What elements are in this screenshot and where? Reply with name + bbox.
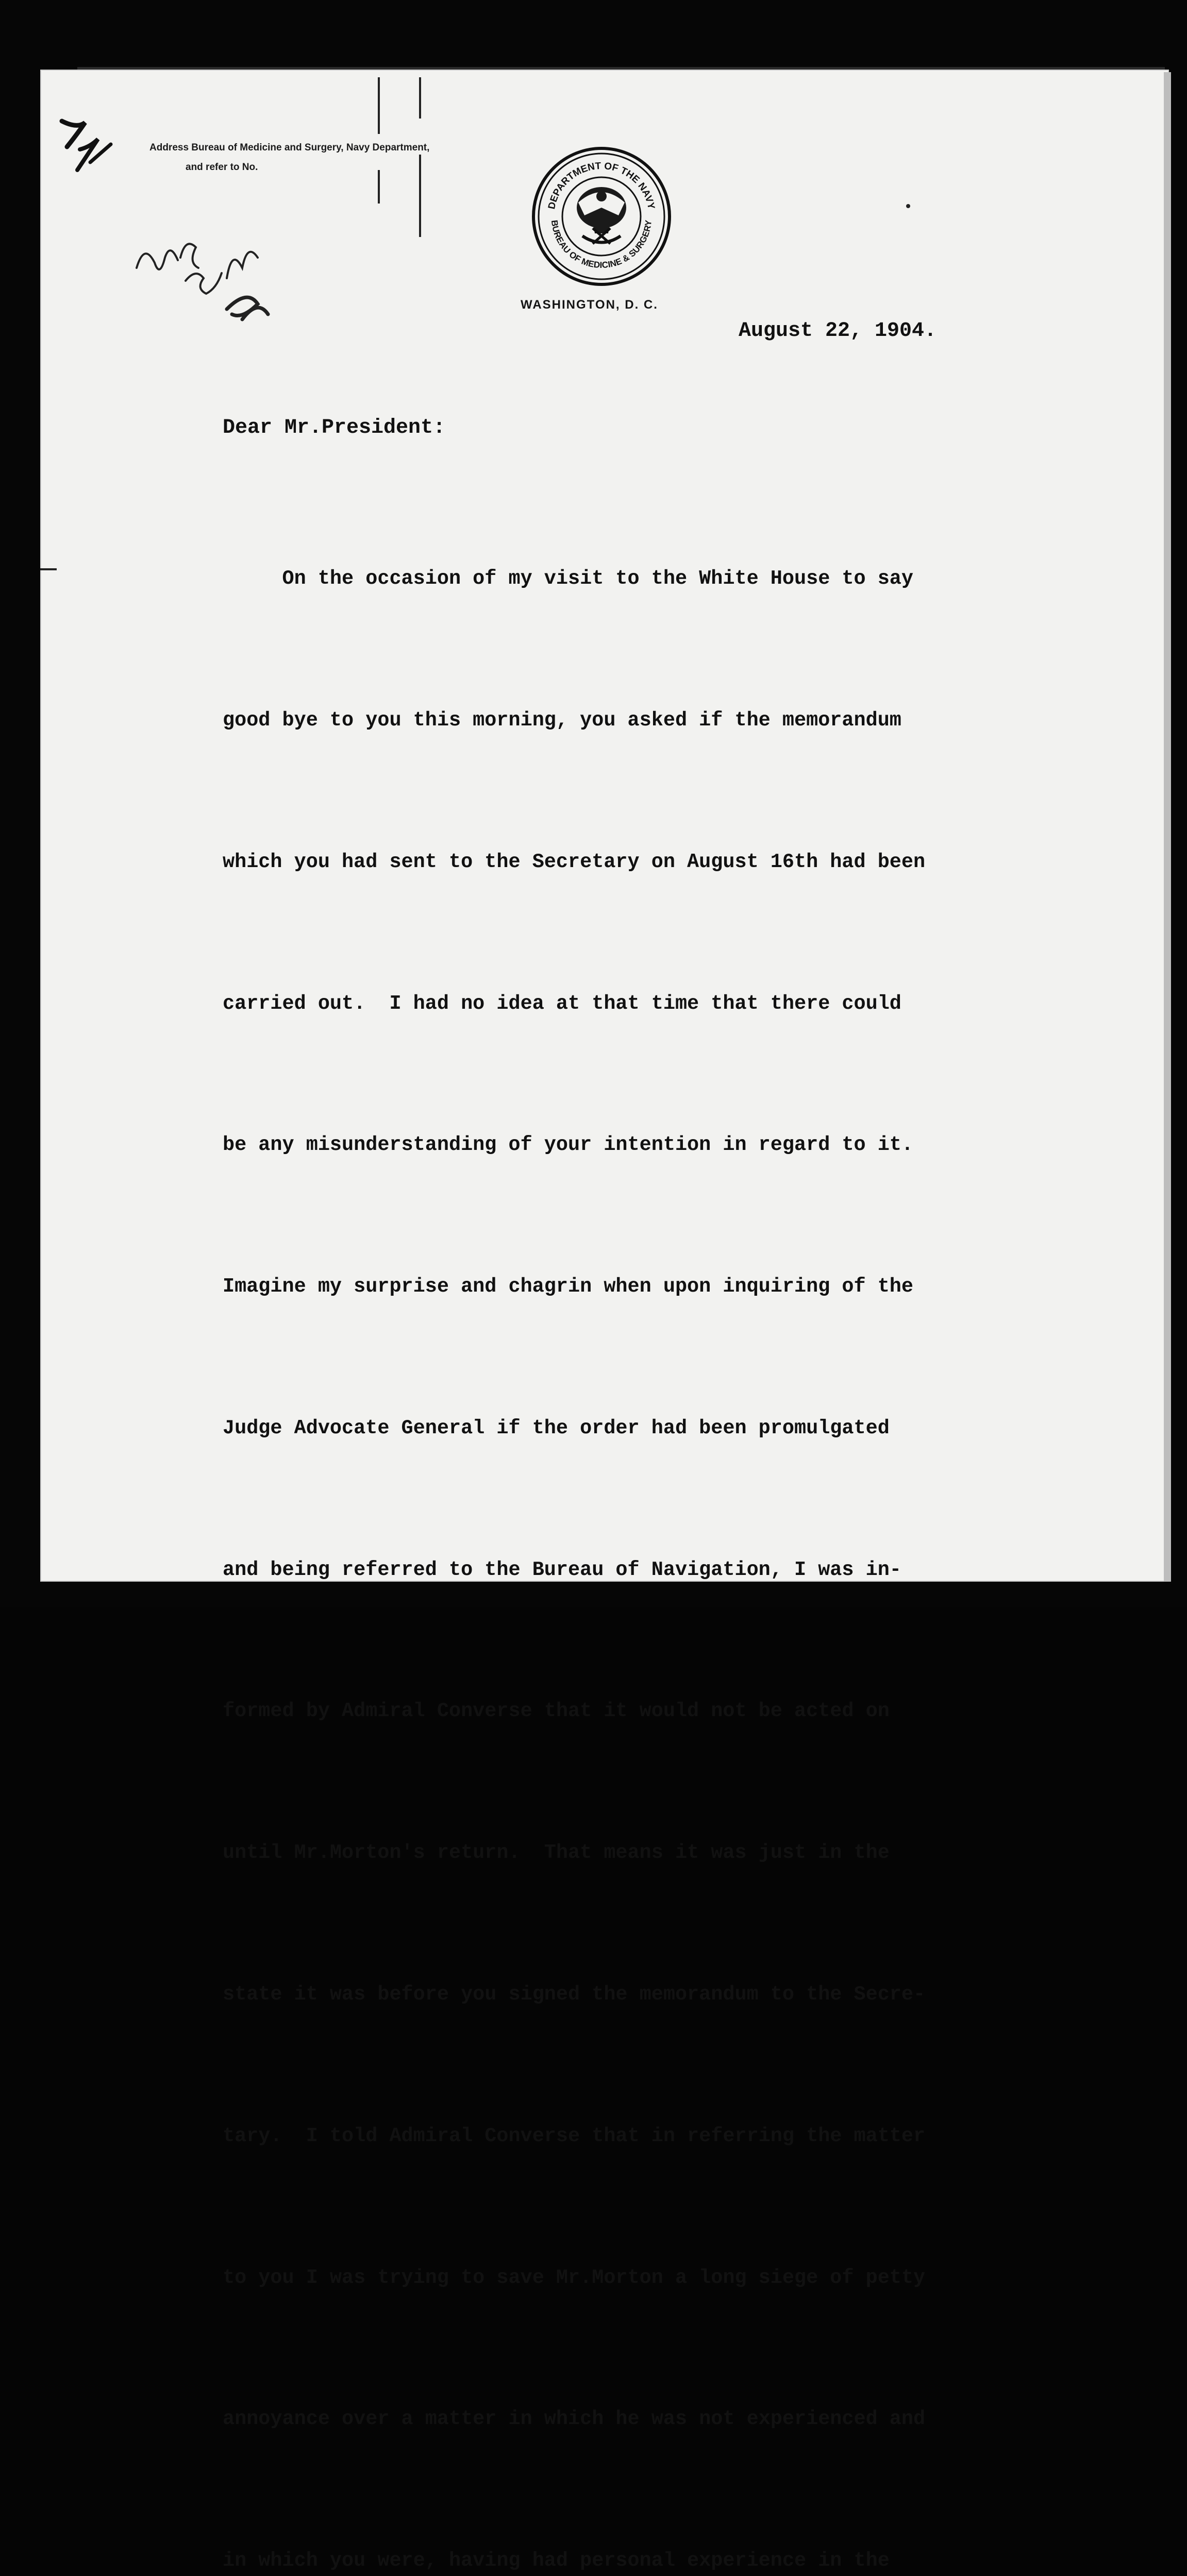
letterhead-line-1: Address Bureau of Medicine and Surgery, Navy Department, — [149, 142, 430, 153]
body-line: annoyance over a matter in which he was not experienced and — [223, 2408, 926, 2431]
fold-marks — [40, 77, 420, 569]
body-line: On the occasion of my visit to the White House to say — [223, 567, 914, 590]
body-line: Judge Advocate General if the order had been promulgated — [223, 1416, 890, 1439]
body-line: until Mr.Morton's return. That means it was just in the — [223, 1841, 890, 1865]
letter-date: August 22, 1904. — [739, 319, 937, 343]
body-line: and being referred to the Bureau of Navigation, I was in- — [223, 1558, 901, 1581]
ink-dot — [906, 204, 910, 208]
body-line: carried out. I had no idea at that time that there could — [223, 992, 901, 1015]
body-line: to you I was trying to save Mr.Morton a long siege of petty — [223, 2266, 926, 2289]
body-line: good bye to you this morning, you asked if the memorandum — [223, 708, 901, 732]
place-line: WASHINGTON, D. C. — [521, 298, 658, 312]
body-line: state it was before you signed the memorandum to the Secre- — [223, 1983, 926, 2006]
body-line: formed by Admiral Converse that it would not be acted on — [223, 1700, 890, 1723]
body-line: in which you were, having had personal experience in the — [223, 2549, 890, 2572]
letterhead-line-2: and refer to No. — [186, 162, 258, 173]
body-line: Imagine my surprise and chagrin when upon inquiring of the — [223, 1275, 914, 1298]
body-line: which you had sent to the Secretary on August 16th had been — [223, 850, 926, 873]
body-line: be any misunderstanding of your intention in regard to it. — [223, 1133, 914, 1157]
salutation: Dear Mr.President: — [223, 416, 446, 439]
seal-bottom-text: BUREAU OF MEDICINE & SURGERY — [549, 219, 654, 270]
seal-top-text: DEPARTMENT OF THE NAVY — [546, 160, 657, 210]
body-line: tary. I told Admiral Converse that in referring the matter — [223, 2124, 926, 2147]
margin-annotation-icon — [137, 244, 268, 319]
corner-scribble-icon — [62, 121, 111, 170]
